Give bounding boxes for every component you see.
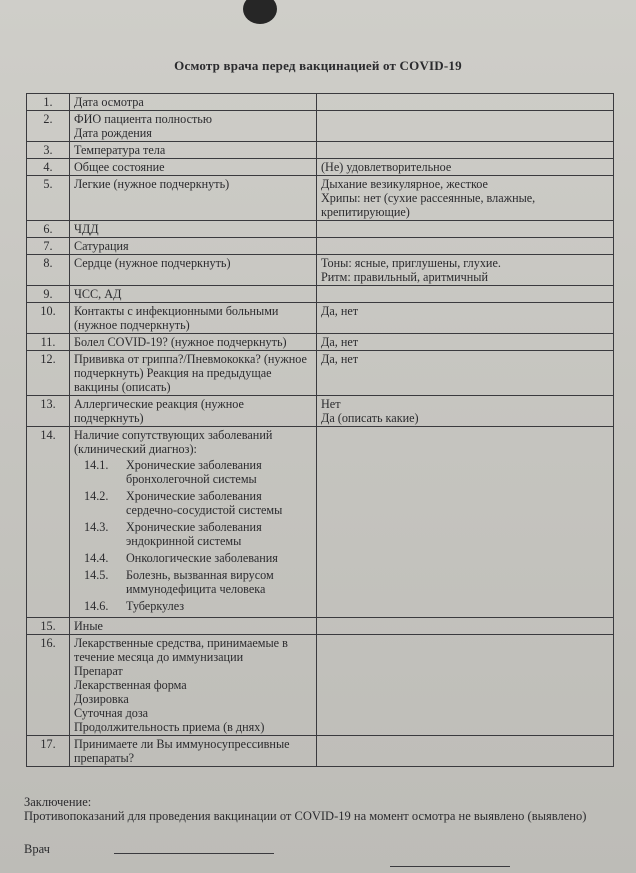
row-value [317, 334, 614, 351]
conclusion-block [24, 795, 624, 823]
row-label [70, 159, 317, 176]
comorbidity-number: 14.6. [84, 599, 109, 613]
row-label-line: Температура тела [74, 143, 166, 157]
row-label-line: Дата осмотра [74, 95, 144, 109]
comorbidity-item [84, 599, 312, 613]
comorbidity-number: 14.2. [84, 489, 109, 503]
comorbidity-item [84, 568, 312, 596]
medication-field-label: Препарат [74, 664, 123, 678]
row-value [317, 111, 614, 142]
comorbidity-list [74, 458, 312, 613]
conclusion-text: Противопоказаний для проведения вакцинации от COVID-19 на момент осмотра не выявлено (выявлено) [24, 809, 587, 823]
row-value [317, 396, 614, 427]
row-value-line: Дыхание везикулярное, жесткое [321, 177, 488, 191]
table-row [27, 221, 614, 238]
row-number: 7. [27, 238, 70, 255]
table-row-15 [27, 618, 614, 635]
row-value [317, 736, 614, 767]
medication-field-label: Продолжительность приема (в днях) [74, 720, 265, 734]
row-value [317, 142, 614, 159]
row-value-line: Да (описать какие) [321, 411, 419, 425]
row-label-line: Сатурация [74, 239, 129, 253]
table-row [27, 334, 614, 351]
table-row [27, 351, 614, 396]
comorbidity-text: Туберкулез [126, 599, 185, 613]
form-rows [27, 94, 614, 427]
medications-heading: Лекарственные средства, принимаемые в течение месяца до иммунизации [74, 636, 288, 664]
table-row [27, 396, 614, 427]
row-label [70, 255, 317, 286]
row-label-line: ФИО пациента полностью [74, 112, 212, 126]
table-row [27, 176, 614, 221]
comorbidity-item [84, 458, 312, 486]
row-value [317, 351, 614, 396]
row-value [317, 618, 614, 635]
row-label-line: ЧСС, АД [74, 287, 122, 301]
comorbidity-number: 14.1. [84, 458, 109, 472]
row-label-line: Болел COVID-19? (нужное подчеркнуть) [74, 335, 287, 349]
comorbidity-number: 14.5. [84, 568, 109, 582]
row-number: 8. [27, 255, 70, 286]
row-number: 11. [27, 334, 70, 351]
conclusion-heading: Заключение: [24, 795, 92, 809]
signature-line [390, 866, 510, 867]
row-number: 13. [27, 396, 70, 427]
medication-field-label: Дозировка [74, 692, 129, 706]
table-row [27, 94, 614, 111]
examination-form-table [26, 93, 614, 767]
row-label [70, 635, 317, 736]
comorbidity-text: Хронические заболевания сердечно-сосудистой системы [126, 489, 283, 517]
medication-field-label: Лекарственная форма [74, 678, 187, 692]
table-row [27, 255, 614, 286]
row-value-line: Да, нет [321, 304, 359, 318]
comorbidity-item [84, 551, 312, 565]
comorbidity-item [84, 489, 312, 517]
comorbidity-text: Болезнь, вызванная вирусом иммунодефицита человека [126, 568, 274, 596]
row-number: 1. [27, 94, 70, 111]
row-label [70, 334, 317, 351]
row-label [70, 303, 317, 334]
row-label [70, 286, 317, 303]
row-number: 12. [27, 351, 70, 396]
row-label [70, 176, 317, 221]
comorbidity-heading: Наличие сопутствующих заболеваний (клинический диагноз): [74, 428, 273, 456]
comorbidity-item [84, 520, 312, 548]
row-number: 6. [27, 221, 70, 238]
row-value [317, 427, 614, 618]
medications-fields [74, 664, 312, 734]
doctor-signature-line [114, 853, 274, 854]
row-value-line: Ритм: правильный, аритмичный [321, 270, 488, 284]
row-label-line: Прививка от гриппа?/Пневмококка? (нужное подчеркнуть) Реакция на предыдущае вакцины (описать) [74, 352, 307, 394]
row-value [317, 303, 614, 334]
row-value [317, 94, 614, 111]
row-value [317, 255, 614, 286]
table-row-16 [27, 635, 614, 736]
row-number: 14. [27, 427, 70, 618]
row-label-line: Сердце (нужное подчеркнуть) [74, 256, 231, 270]
row-label [70, 111, 317, 142]
table-row [27, 238, 614, 255]
row-number: 5. [27, 176, 70, 221]
comorbidity-number: 14.3. [84, 520, 109, 534]
row-value-line: (Не) удовлетворительное [321, 160, 452, 174]
comorbidity-text: Хронические заболевания бронхолегочной системы [126, 458, 262, 486]
row-label-line: Аллергические реакция (нужное подчеркнуть) [74, 397, 244, 425]
comorbidity-number: 14.4. [84, 551, 109, 565]
row-number: 9. [27, 286, 70, 303]
row-label [70, 427, 317, 618]
row-value-line: Хрипы: нет (сухие рассеянные, влажные, крепитирующие) [321, 191, 536, 219]
row-label-line: Общее состояние [74, 160, 165, 174]
row-label: Иные [70, 618, 317, 635]
table-row-14 [27, 427, 614, 618]
row-label-line: Дата рождения [74, 126, 152, 140]
table-row [27, 142, 614, 159]
row-label-line: ЧДД [74, 222, 99, 236]
comorbidity-text: Онкологические заболевания [126, 551, 278, 565]
table-row-17 [27, 736, 614, 767]
row-number: 3. [27, 142, 70, 159]
row-number: 4. [27, 159, 70, 176]
row-number: 16. [27, 635, 70, 736]
row-value-line: Да, нет [321, 335, 359, 349]
row-value-line: Да, нет [321, 352, 359, 366]
table-row [27, 111, 614, 142]
row-label-line: Контакты с инфекционными больными (нужное подчеркнуть) [74, 304, 279, 332]
row-label-line: Легкие (нужное подчеркнуть) [74, 177, 230, 191]
row-value [317, 238, 614, 255]
doctor-label: Врач [24, 842, 50, 856]
row-value-line: Тоны: ясные, приглушены, глухие. [321, 256, 501, 270]
row-number: 10. [27, 303, 70, 334]
row-label [70, 94, 317, 111]
row-value [317, 286, 614, 303]
medication-field-label: Суточная доза [74, 706, 149, 720]
row-number: 17. [27, 736, 70, 767]
row-label [70, 221, 317, 238]
row-label: Принимаете ли Вы иммуносупрессивные препараты? [70, 736, 317, 767]
comorbidity-text: Хронические заболевания эндокринной системы [126, 520, 262, 548]
table-row [27, 159, 614, 176]
row-label [70, 396, 317, 427]
document-title: Осмотр врача перед вакцинацией от COVID-19 [174, 58, 462, 73]
row-label [70, 142, 317, 159]
row-number: 15. [27, 618, 70, 635]
row-value-line: Нет [321, 397, 341, 411]
row-value [317, 159, 614, 176]
row-value [317, 221, 614, 238]
row-value [317, 635, 614, 736]
row-label [70, 238, 317, 255]
table-row [27, 303, 614, 334]
table-row [27, 286, 614, 303]
row-number: 2. [27, 111, 70, 142]
row-value [317, 176, 614, 221]
row-label [70, 351, 317, 396]
